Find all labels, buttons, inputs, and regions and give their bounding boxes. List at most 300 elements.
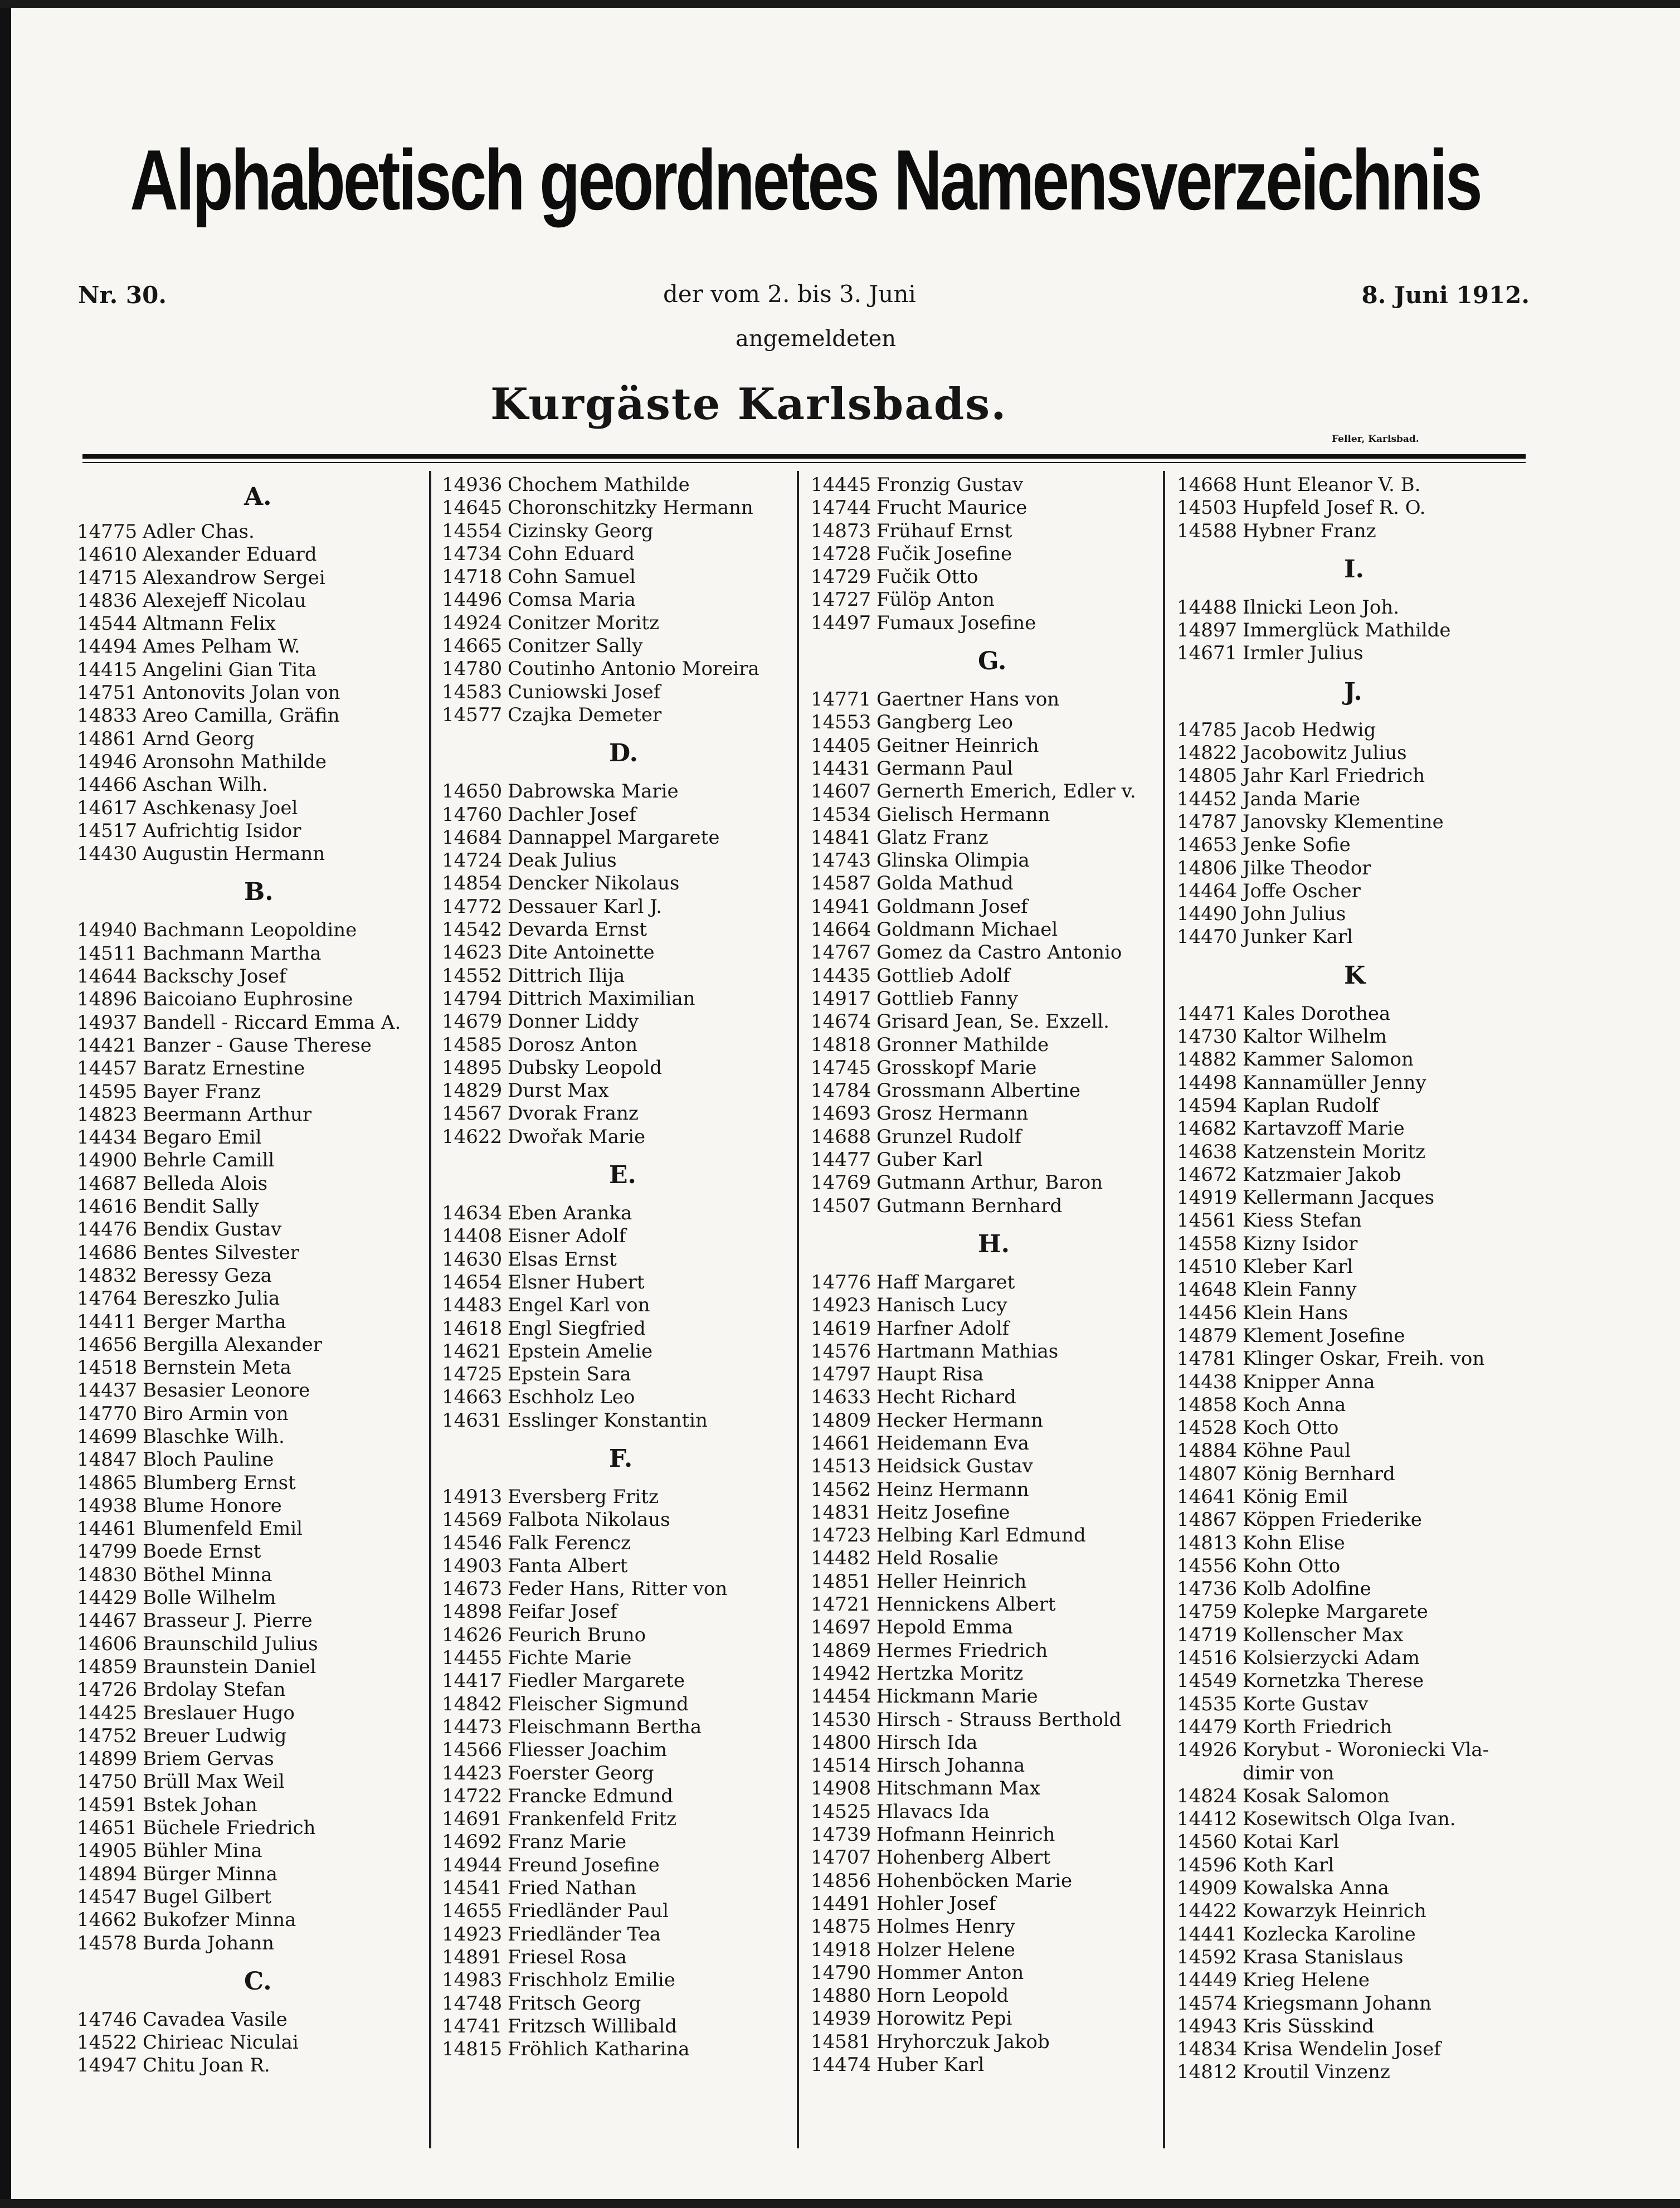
entry-number: 14535 [1177, 1693, 1238, 1715]
entry-number: 14748 [442, 1992, 503, 2015]
list-item [77, 1057, 401, 1080]
list-item [442, 1034, 759, 1057]
list-item [811, 1386, 1136, 1409]
list-item [811, 1010, 1136, 1033]
list-item [1177, 1854, 1489, 1877]
list-item [77, 1817, 401, 1840]
entry-number: 14626 [442, 1623, 503, 1646]
entry-number: 14830 [77, 1563, 138, 1586]
list-item [442, 872, 759, 895]
list-item [811, 1271, 1136, 1294]
entry-number: 14457 [77, 1057, 138, 1080]
entry-name: Kizny Isidor [1243, 1232, 1358, 1255]
entry-name: König Bernhard [1243, 1462, 1395, 1485]
scan-border-bottom [0, 2199, 1680, 2208]
entry-number: 14422 [1177, 1900, 1238, 1923]
entry-name: Grosskopf Marie [876, 1056, 1037, 1079]
list-item [1177, 1946, 1489, 1969]
entry-name: Kohn Otto [1243, 1554, 1341, 1577]
entry-name: Hohler Josef [876, 1892, 996, 1915]
entry-name: Kornetzka Therese [1243, 1670, 1424, 1693]
entry-number: 14631 [442, 1409, 503, 1432]
list-item [77, 965, 401, 988]
list-item [811, 1294, 1136, 1317]
entry-name: Dorosz Anton [508, 1033, 638, 1056]
entry-number: 14913 [442, 1485, 503, 1508]
list-item [442, 1831, 759, 1854]
entry-name: Kleber Karl [1243, 1256, 1353, 1278]
list-item [811, 1126, 1136, 1149]
entry-name: Huber Karl [876, 2054, 985, 2076]
entry-number: 14562 [811, 1478, 871, 1501]
entry-number: 14514 [811, 1754, 871, 1777]
entry-name: Dabrowska Marie [508, 780, 679, 803]
list-item [1177, 1785, 1489, 1808]
entry-name: Biro Armin von [143, 1402, 289, 1425]
list-item [1177, 1808, 1489, 1831]
entry-name: Joffe Oscher [1243, 879, 1361, 902]
entry-number: 14684 [442, 826, 503, 849]
entry-name: Korth Friedrich [1243, 1715, 1392, 1738]
list-item [1177, 1486, 1489, 1509]
entry-name: Banzer - Gause Therese [143, 1034, 372, 1057]
list-item [442, 1409, 759, 1432]
entry-number: 14923 [442, 1923, 503, 1946]
entry-name: Bstek Johan [143, 1793, 257, 1816]
entry-name: Fleischmann Bertha [508, 1715, 702, 1738]
entry-name: Hartmann Mathias [876, 1340, 1059, 1363]
entry-name: Francke Edmund [508, 1784, 673, 1807]
list-item [442, 1969, 759, 1992]
entry-name: Falk Ferencz [508, 1531, 631, 1554]
entry-number: 14938 [77, 1494, 138, 1517]
list-item [442, 1762, 759, 1785]
entry-number: 14569 [442, 1509, 503, 1531]
list-item [811, 1547, 1136, 1570]
column-divider [429, 471, 431, 2148]
entry-name: Frischholz Emilie [508, 1969, 675, 1992]
list-item [442, 1386, 759, 1409]
list-item [77, 1126, 401, 1149]
list-item [77, 1195, 401, 1218]
entry-name: Feurich Bruno [508, 1623, 646, 1646]
list-item [442, 1057, 759, 1079]
entry-number: 14785 [1177, 718, 1238, 741]
list-item [811, 1524, 1136, 1547]
entry-name: Hickmann Marie [876, 1685, 1038, 1708]
entry-name: Breuer Ludwig [143, 1724, 287, 1747]
entry-number: 14687 [77, 1172, 138, 1195]
list-item [442, 1785, 759, 1808]
entry-name: Janovsky Klementine [1243, 810, 1444, 833]
list-item [442, 1739, 759, 1762]
entry-number: 14771 [811, 688, 871, 711]
entry-number: 14634 [442, 1202, 503, 1225]
entry-number: 14847 [77, 1448, 138, 1471]
entry-name: Bergilla Alexander [143, 1333, 322, 1356]
entry-number: 14452 [1177, 787, 1238, 810]
list-item [1177, 1325, 1489, 1348]
entry-number: 14633 [811, 1386, 871, 1409]
list-item [442, 2015, 759, 2038]
list-item [442, 612, 759, 635]
entry-name: Horowitz Pepi [876, 2007, 1012, 2030]
list-item [811, 1479, 1136, 1501]
entry-name: Beressy Geza [143, 1264, 272, 1287]
entry-number: 14429 [77, 1587, 138, 1609]
page-title: Alphabetisch geordnetes Namensverzeichnis [130, 132, 1481, 228]
list-item [442, 1992, 759, 2015]
entry-name: Devarda Ernst [508, 918, 647, 941]
entry-name: Irmler Julius [1243, 642, 1364, 665]
entry-number: 14522 [77, 2031, 138, 2054]
entry-name: Bendix Gustav [143, 1218, 282, 1241]
entry-name: Korte Gustav [1243, 1693, 1369, 1715]
entry-number: 14919 [1177, 1186, 1238, 1209]
entry-name: Koth Karl [1243, 1854, 1335, 1876]
entry-name: Krasa Stanislaus [1243, 1946, 1404, 1968]
list-item [1177, 1003, 1489, 1025]
publication-date: 8. Juni 1912. [1361, 281, 1530, 309]
entry-name: Adler Chas. [143, 521, 255, 543]
entry-name: Katzenstein Moritz [1243, 1140, 1426, 1163]
entry-name: Donner Liddy [508, 1010, 639, 1033]
entry-name: Jacobowitz Julius [1243, 742, 1407, 765]
list-item [811, 780, 1136, 803]
list-item [811, 757, 1136, 780]
entry-name: Klein Fanny [1243, 1278, 1357, 1301]
entry-name: Gronner Mathilde [876, 1033, 1049, 1056]
entry-name: Fliesser Joachim [508, 1739, 667, 1762]
entry-name: Bayer Franz [143, 1080, 261, 1103]
list-item [77, 1218, 401, 1241]
entry-name: Brdolay Stefan [143, 1679, 286, 1701]
list-item [811, 1662, 1136, 1685]
list-item [77, 1265, 401, 1287]
entry-name: Aschan Wilh. [143, 774, 268, 796]
entry-name: Kosewitsch Olga Ivan. [1243, 1808, 1456, 1831]
entry-name: Gottlieb Adolf [876, 964, 1010, 987]
list-item [1177, 1509, 1489, 1531]
list-item [77, 1725, 401, 1748]
entry-name: Haupt Risa [876, 1363, 984, 1386]
entry-number: 14813 [1177, 1531, 1238, 1554]
list-item [811, 1432, 1136, 1455]
column-divider [1163, 471, 1165, 2148]
entry-name: Geitner Heinrich [876, 734, 1039, 757]
entry-number: 14498 [1177, 1071, 1238, 1094]
entry-name: Coutinho Antonio Moreira [508, 658, 759, 680]
entry-number: 14776 [811, 1271, 871, 1293]
list-item [811, 1034, 1136, 1057]
entry-number: 14645 [442, 497, 503, 519]
entry-name: Goldmann Josef [876, 895, 1028, 918]
list-item [442, 1294, 759, 1317]
entry-number: 14780 [442, 658, 503, 680]
entry-number: 14455 [442, 1647, 503, 1670]
list-item [811, 1709, 1136, 1732]
list-item [811, 826, 1136, 849]
list-item [811, 1777, 1136, 1800]
entry-number: 14621 [442, 1340, 503, 1363]
list-item [77, 1356, 401, 1379]
entry-name: Fleischer Sigmund [508, 1693, 689, 1715]
list-item [1177, 1877, 1489, 1900]
entry-name: Czajka Demeter [508, 703, 662, 726]
entry-number: 14770 [77, 1402, 138, 1425]
entry-name: Brüll Max Weil [143, 1771, 285, 1793]
entry-name: Dwořak Marie [508, 1125, 646, 1148]
entry-number: 14896 [77, 988, 138, 1011]
entry-number: 14476 [77, 1218, 138, 1241]
list-item [1177, 788, 1489, 811]
list-item [442, 1202, 759, 1225]
entry-number: 14466 [77, 774, 138, 796]
entry-number: 14547 [77, 1885, 138, 1908]
entry-number: 14882 [1177, 1048, 1238, 1071]
list-item [811, 1616, 1136, 1639]
entry-number: 14656 [77, 1333, 138, 1356]
entry-number: 14566 [442, 1739, 503, 1762]
entry-number: 14730 [1177, 1025, 1238, 1048]
entry-name: Kris Süsskind [1243, 2015, 1375, 2037]
entry-name: Braunstein Daniel [143, 1655, 316, 1678]
list-item [442, 1126, 759, 1149]
list-item [811, 497, 1136, 519]
entry-name: Gottlieb Fanny [876, 987, 1018, 1010]
list-item [811, 520, 1136, 543]
list-item [1177, 742, 1489, 765]
entry-name: Braunschild Julius [143, 1632, 318, 1655]
entry-name: Breslauer Hugo [143, 1701, 295, 1724]
entry-number: 14616 [77, 1195, 138, 1218]
list-item [811, 2054, 1136, 2076]
entry-number: 14745 [811, 1056, 871, 1079]
list-item [77, 1034, 401, 1057]
entry-name: Jenke Sofie [1243, 834, 1351, 857]
letter-heading: J. [1344, 677, 1362, 706]
entry-name: Kotai Karl [1243, 1831, 1340, 1854]
list-item [811, 1102, 1136, 1125]
entry-number: 14610 [77, 543, 138, 566]
list-item [77, 1426, 401, 1448]
entry-number: 14769 [811, 1171, 871, 1194]
entry-name: Glatz Franz [876, 826, 988, 849]
entry-number: 14664 [811, 918, 871, 941]
entry-number: 14686 [77, 1241, 138, 1264]
entry-number: 14908 [811, 1777, 871, 1800]
entry-number: 14946 [77, 750, 138, 773]
list-item [77, 1334, 401, 1356]
list-item [442, 497, 759, 519]
column-divider [797, 471, 799, 2148]
entry-name: Eben Aranka [508, 1202, 632, 1225]
entry-number: 14867 [1177, 1509, 1238, 1531]
entry-name: Bukofzer Minna [143, 1909, 296, 1932]
entry-number: 14591 [77, 1793, 138, 1816]
list-item [811, 804, 1136, 826]
entry-number: 14549 [1177, 1670, 1238, 1693]
entry-number: 14897 [1177, 619, 1238, 642]
entry-number: 14517 [77, 819, 138, 842]
list-item [811, 1640, 1136, 1662]
entry-name: Altmann Felix [143, 612, 276, 635]
entry-name: Choronschitzky Hermann [508, 497, 753, 519]
entry-number: 14507 [811, 1194, 871, 1217]
list-item [77, 843, 401, 865]
entry-name: Hirsch - Strauss Berthold [876, 1708, 1122, 1731]
entry-number: 14583 [442, 680, 503, 703]
entry-number: 14577 [442, 703, 503, 726]
entry-number: 14648 [1177, 1278, 1238, 1301]
list-item [442, 804, 759, 826]
entry-number: 14812 [1177, 2061, 1238, 2084]
entry-number: 14491 [811, 1892, 871, 1915]
entry-number: 14936 [442, 474, 503, 496]
entry-number: 14497 [811, 611, 871, 634]
entry-name: Belleda Alois [143, 1172, 268, 1195]
entry-number: 14759 [1177, 1601, 1238, 1623]
entry-number: 14861 [77, 727, 138, 750]
list-item [1177, 765, 1489, 787]
entry-name: Helbing Karl Edmund [876, 1524, 1086, 1547]
list-item [811, 1057, 1136, 1079]
entry-number: 14665 [442, 635, 503, 658]
entry-name: Jacob Hedwig [1243, 718, 1376, 741]
entry-number: 14483 [442, 1294, 503, 1317]
list-item [77, 1081, 401, 1103]
printer-mark: Feller, Karlsbad. [1332, 434, 1419, 445]
list-item [77, 1633, 401, 1656]
entry-number: 14461 [77, 1518, 138, 1540]
list-item [811, 474, 1136, 497]
list-item [811, 1685, 1136, 1708]
list-item [442, 1079, 759, 1102]
entry-name: Blumenfeld Emil [143, 1518, 303, 1540]
entry-name: Hryhorczuk Jakob [876, 2030, 1050, 2053]
entry-name: Fritsch Georg [508, 1992, 641, 2015]
list-item [1177, 1278, 1489, 1301]
list-item [77, 612, 401, 635]
list-item [1177, 1439, 1489, 1462]
list-item [811, 918, 1136, 941]
entry-number: 14644 [77, 965, 138, 988]
list-item [811, 965, 1136, 988]
entry-number: 14542 [442, 918, 503, 941]
entry-name: Eversberg Fritz [508, 1485, 659, 1508]
entry-name: Hohenböcken Marie [876, 1869, 1073, 1892]
entry-name: Freund Josefine [508, 1854, 660, 1876]
list-item [77, 1495, 401, 1518]
entry-name: Immerglück Mathilde [1243, 619, 1451, 642]
list-item [811, 1455, 1136, 1478]
entry-number: 14751 [77, 682, 138, 704]
entry-name: Klement Josefine [1243, 1324, 1405, 1347]
entry-number: 14672 [1177, 1163, 1238, 1186]
entry-number: 14441 [1177, 1923, 1238, 1946]
entry-name: Janda Marie [1243, 787, 1360, 810]
name-column-3 [811, 474, 1136, 2076]
entry-name: Heller Heinrich [876, 1570, 1027, 1593]
list-item [1177, 1670, 1489, 1693]
list-item [77, 1909, 401, 1932]
entry-name: Bendit Sally [143, 1195, 259, 1218]
list-item [77, 1863, 401, 1886]
entry-name: Böthel Minna [143, 1563, 272, 1586]
list-item [442, 988, 759, 1010]
entry-number: 14775 [77, 521, 138, 543]
entry-number: 14942 [811, 1662, 871, 1685]
entry-name: Knipper Anna [1243, 1370, 1375, 1393]
list-item [77, 919, 401, 942]
list-item [1177, 642, 1489, 665]
list-item [1177, 1394, 1489, 1417]
entry-number: 14596 [1177, 1854, 1238, 1876]
list-item [442, 1693, 759, 1716]
entry-name: Hohenberg Albert [876, 1846, 1050, 1869]
list-item [442, 1624, 759, 1647]
name-column-2 [442, 474, 759, 2061]
list-item [442, 1555, 759, 1578]
list-item [811, 1801, 1136, 1823]
entry-number: 14474 [811, 2054, 871, 2076]
list-item [1177, 1601, 1489, 1623]
entry-number: 14944 [442, 1854, 503, 1876]
letter-heading: D. [609, 739, 638, 768]
list-item [811, 1317, 1136, 1340]
entry-number: 14528 [1177, 1417, 1238, 1439]
entry-number: 14431 [811, 757, 871, 780]
entry-name: Bandell - Riccard Emma A. [143, 1011, 401, 1034]
entry-name: Arnd Georg [143, 727, 255, 750]
entry-name: Grunzel Rudolf [876, 1125, 1022, 1148]
entry-name: Köhne Paul [1243, 1439, 1351, 1462]
list-item [77, 1540, 401, 1563]
list-item [811, 566, 1136, 589]
scan-border-top [0, 0, 1680, 8]
entry-number: 14412 [1177, 1808, 1238, 1831]
entry-name: Dite Antoinette [508, 941, 655, 964]
entry-number: 14594 [1177, 1094, 1238, 1117]
entry-number: 14638 [1177, 1140, 1238, 1163]
entry-name: Friedländer Paul [508, 1900, 669, 1923]
letter-heading: B. [244, 878, 274, 907]
entry-number: 14541 [442, 1877, 503, 1900]
entry-name: Elsner Hubert [508, 1271, 645, 1293]
entry-number: 14623 [442, 941, 503, 964]
list-item [442, 1340, 759, 1363]
entry-name: Hupfeld Josef R. O. [1243, 497, 1426, 519]
list-item [442, 1923, 759, 1946]
entry-number: 14530 [811, 1708, 871, 1731]
list-item [77, 1518, 401, 1540]
list-item [77, 1448, 401, 1471]
entry-number: 14454 [811, 1685, 871, 1708]
list-item [811, 1893, 1136, 1915]
letter-heading: C. [244, 1967, 272, 1996]
entry-number: 14674 [811, 1010, 871, 1033]
list-item [811, 1501, 1136, 1524]
entry-name: Hirsch Ida [876, 1731, 978, 1754]
list-item [77, 820, 401, 843]
entry-number: 14423 [442, 1762, 503, 1784]
entry-name: Franz Marie [508, 1831, 627, 1854]
entry-name: Glinska Olimpia [876, 849, 1030, 872]
list-item [442, 566, 759, 589]
entry-name: Gomez da Castro Antonio [876, 941, 1122, 964]
list-item [811, 688, 1136, 711]
entry-name: Heidsick Gustav [876, 1455, 1033, 1478]
